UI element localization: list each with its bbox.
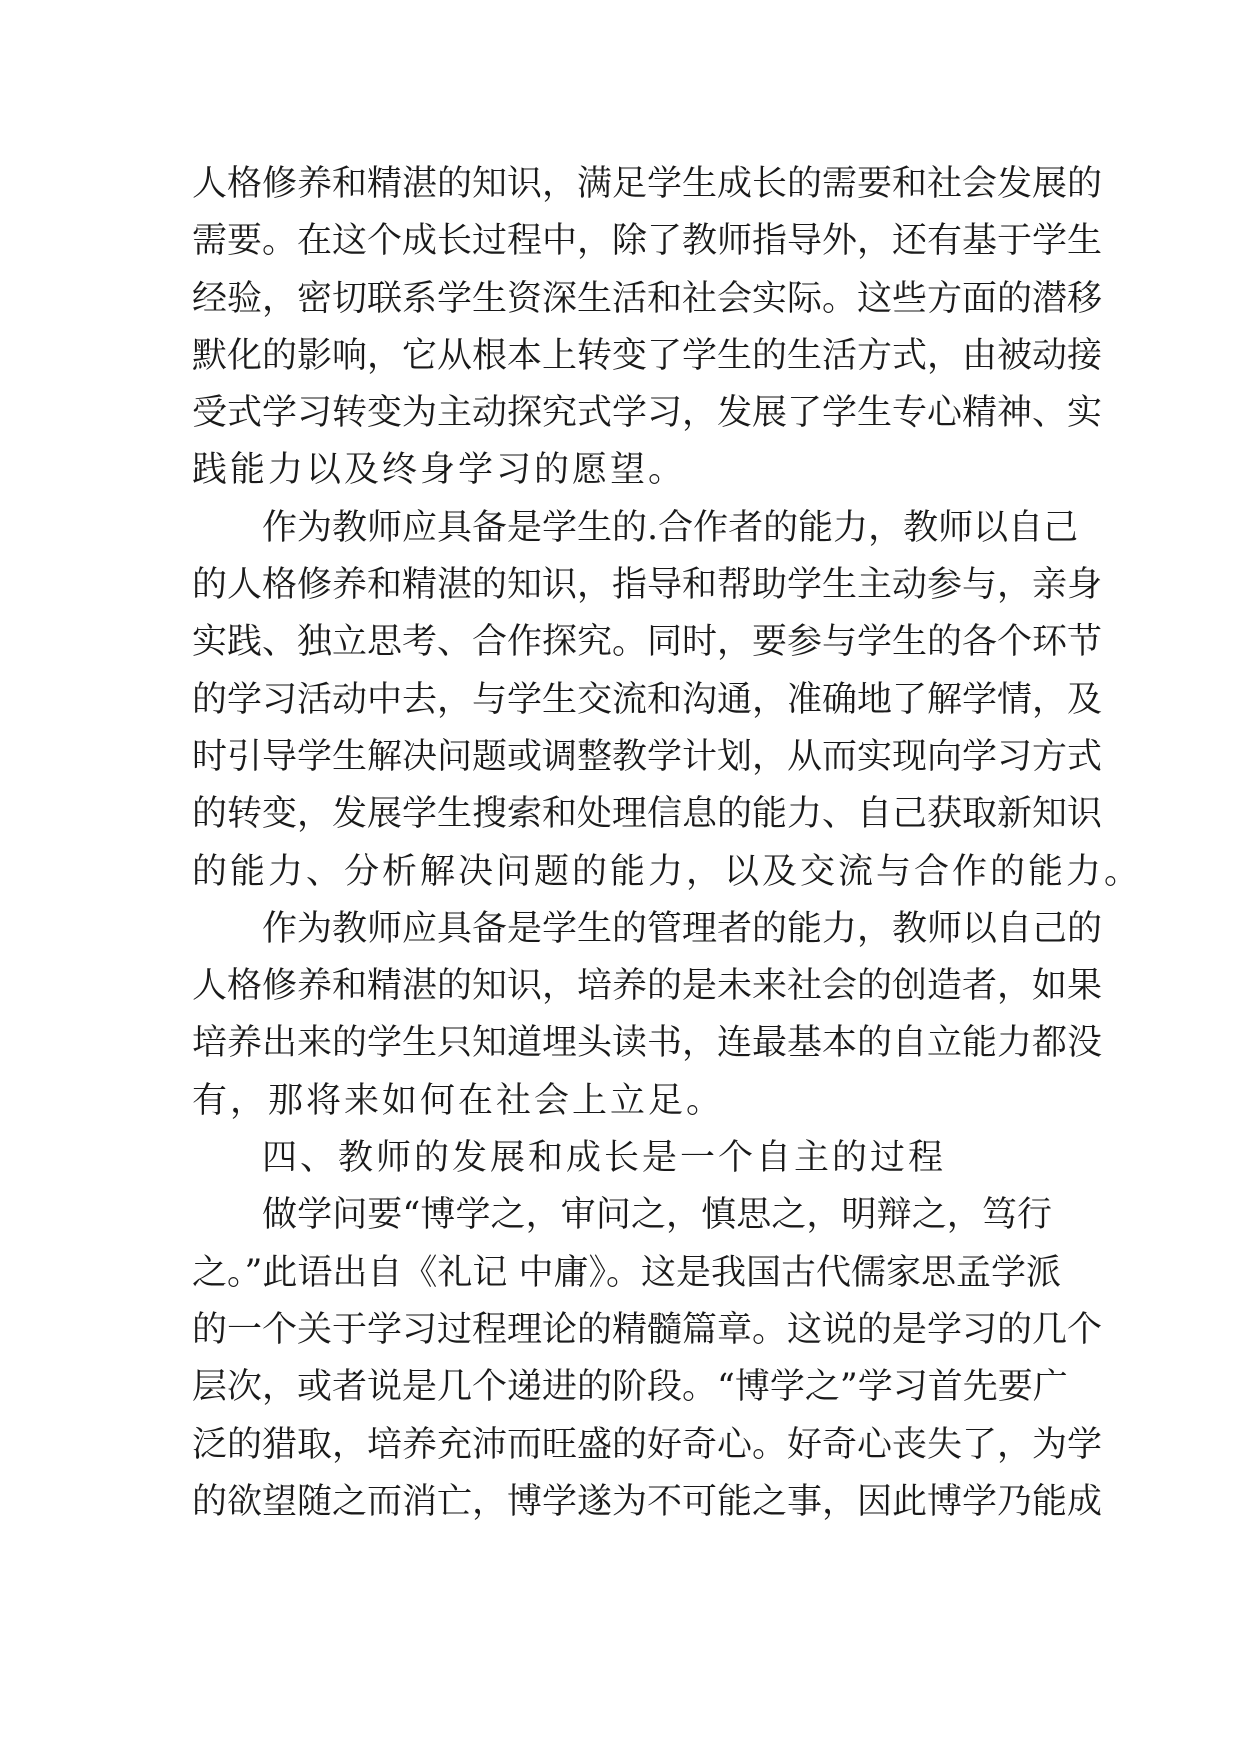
text-line: 默化的影响，它从根本上转变了学生的生活方式，由被动接 — [192, 335, 1103, 376]
text-line: 之。”此语出自《礼记 中庸》。这是我国古代儒家思孟学派 — [192, 1252, 1062, 1293]
text-line: 人格修养和精湛的知识，满足学生成长的需要和社会发展的 — [192, 164, 1103, 204]
text-line: 实践、独立思考、合作探究。同时，要参与学生的各个环节 — [192, 622, 1103, 663]
text-line: 践能力以及终身学习的愿望。 — [192, 450, 687, 491]
text-line: 受式学习转变为主动探究式学习，发展了学生专心精神、实 — [192, 393, 1103, 434]
text-line: 有，那将来如何在社会上立足。 — [192, 1080, 725, 1121]
text-line: 作为教师应具备是学生的管理者的能力，教师以自己的 — [262, 908, 1103, 949]
text-line: 做学问要“博学之，审问之，慎思之，明辩之，笃行 — [262, 1195, 1052, 1236]
text-line: 四、教师的发展和成长是一个自主的过程 — [262, 1138, 947, 1179]
text-line: 的转变，发展学生搜索和处理信息的能力、自己获取新知识 — [192, 794, 1103, 835]
text-line: 人格修养和精湛的知识，培养的是未来社会的创造者，如果 — [192, 966, 1103, 1007]
text-line: 的一个关于学习过程理论的精髓篇章。这说的是学习的几个 — [192, 1309, 1103, 1350]
text-line: 经验，密切联系学生资深生活和社会实际。这些方面的潜移 — [192, 278, 1103, 319]
text-line: 的人格修养和精湛的知识，指导和帮助学生主动参与，亲身 — [192, 565, 1103, 606]
text-line: 的能力、分析解决问题的能力，以及交流与合作的能力。 — [192, 851, 1143, 892]
text-line: 泛的猎取，培养充沛而旺盛的好奇心。好奇心丧失了，为学 — [192, 1424, 1103, 1465]
text-line: 的学习活动中去，与学生交流和沟通，准确地了解学情，及 — [192, 679, 1103, 720]
text-line: 时引导学生解决问题或调整教学计划，从而实现向学习方式 — [192, 736, 1103, 777]
text-line: 培养出来的学生只知道埋头读书，连最基本的自立能力都没 — [192, 1023, 1103, 1064]
body-text — [192, 156, 1143, 1531]
text-line: 作为教师应具备是学生的.合作者的能力，教师以自己 — [262, 507, 1079, 548]
text-line: 需要。在这个成长过程中，除了教师指导外，还有基于学生 — [192, 221, 1103, 262]
text-line: 层次，或者说是几个递进的阶段。“博学之”学习首先要广 — [192, 1367, 1068, 1408]
text-line: 的欲望随之而消亡，博学遂为不可能之事，因此博学乃能成 — [192, 1481, 1103, 1522]
